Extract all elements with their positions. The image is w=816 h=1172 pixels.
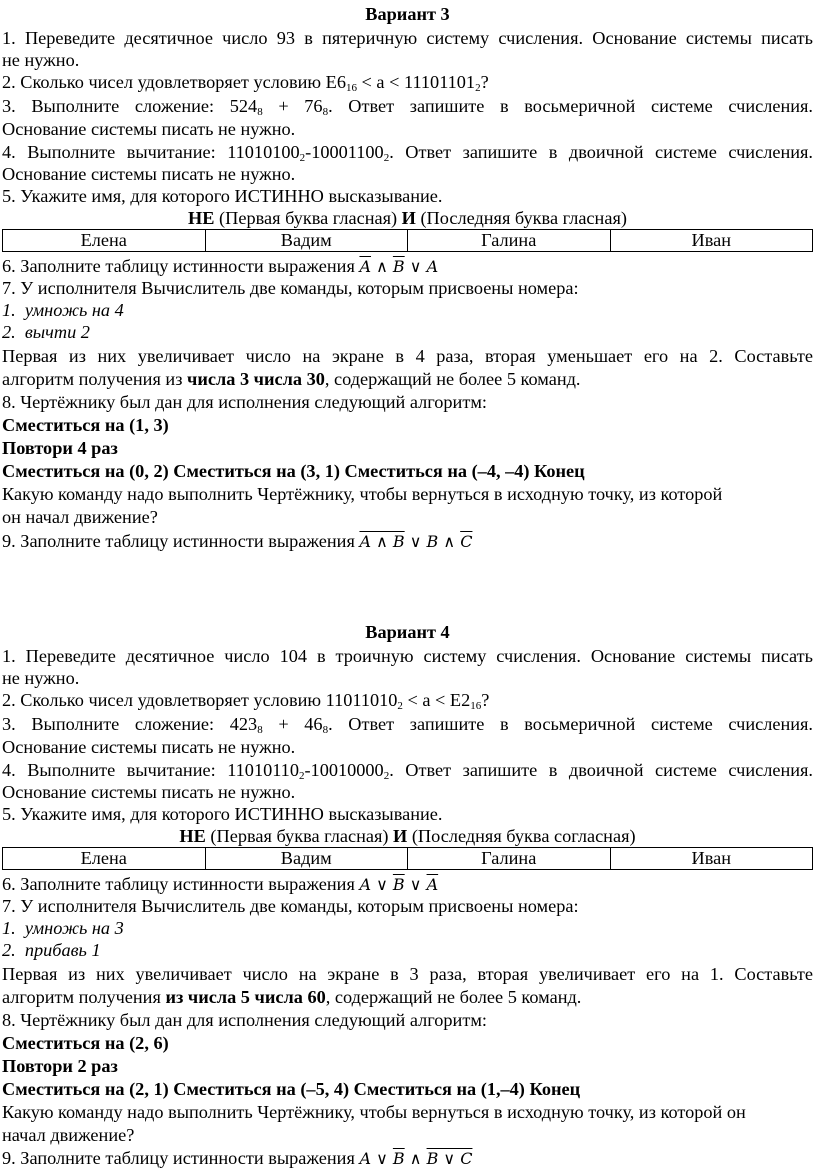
v3-algorithm-3: Сместиться на (0, 2) Сместиться на (3, 1) Сместиться на (–4, –4) Конец xyxy=(2,461,585,481)
v4-names-table xyxy=(2,847,813,870)
v4-question-9: 9. Заполните таблицу истинности выражения A ∨ $\overline{B}$ ∧ B ∨ C xyxy=(2,1148,473,1168)
v3-command-2: 2. вычти 2 xyxy=(2,322,90,342)
v4-question-6: 6. Заполните таблицу истинности выражения A ∨ $\overline{B}$ ∨ $\overline{A}$ xyxy=(2,874,439,894)
table-cell: Иван xyxy=(610,230,813,252)
v4-algorithm-2: Повтори 2 раз xyxy=(2,1056,118,1076)
v3-statement: НЕ (Первая буква гласная) И (Последняя буква гласная) xyxy=(188,208,627,228)
variant-4-title: Вариант 4 xyxy=(365,622,450,642)
table-cell: Галина xyxy=(408,848,611,870)
v3-ask-cont: он начал движение? xyxy=(2,507,158,527)
v4-statement: НЕ (Первая буква гласная) И (Последняя буква согласная) xyxy=(179,826,636,846)
v3-question-4-cont: Основание системы писать не нужно. xyxy=(2,164,296,184)
v3-question-3-cont: Основание системы писать не нужно. xyxy=(2,119,296,139)
v3-question-6: 6. Заполните таблицу истинности выражения $\overline{A}$ ∧ $\overline{B}$ ∨ A xyxy=(2,256,439,276)
v4-algorithm-3: Сместиться на (2, 1) Сместиться на (–5, 4) Сместиться на (1,–4) Конец xyxy=(2,1079,581,1099)
v3-question-1-cont: не нужно. xyxy=(2,50,80,70)
table-cell: Вадим xyxy=(205,230,408,252)
table-cell: Елена xyxy=(3,848,206,870)
v3-question-2: 2. Сколько чисел удовлетворяет условию $E6_{16} < a < 11101101_2$? xyxy=(2,72,489,94)
v3-paragraph: Первая из них увеличивает число на экране в 4 раза, вторая уменьшает его на 2. Составьте xyxy=(2,346,813,366)
v3-names-table xyxy=(2,229,813,252)
table-cell: Иван xyxy=(610,848,813,870)
table-cell: Вадим xyxy=(205,848,408,870)
v4-question-5: 5. Укажите имя, для которого ИСТИННО высказывание. xyxy=(2,804,443,824)
v4-question-1: 1. Переведите десятичное число 104 в троичную систему счисления. Основание системы писать xyxy=(2,646,813,666)
v4-paragraph-cont: алгоритм получения из числа 5 числа 60, содержащий не более 5 команд. xyxy=(2,987,582,1007)
v3-question-3: 3. Выполните сложение: $524_8 + 76_8$. Ответ запишите в восьмеричной системе счисления. xyxy=(2,96,814,118)
v4-ask-cont: начал движение? xyxy=(2,1125,135,1145)
v4-algorithm-1: Сместиться на (2, 6) xyxy=(2,1033,169,1053)
v4-question-4-cont: Основание системы писать не нужно. xyxy=(2,782,296,802)
v3-question-9: 9. Заполните таблицу истинности выражения A ∧ B ∨ B ∧ $\overline{C}$ xyxy=(2,531,473,551)
v4-question-3-cont: Основание системы писать не нужно. xyxy=(2,737,296,757)
v4-question-4: 4. Выполните вычитание: $11010110_2-10010000_2$. Ответ запишите в двоичной системе счисления. xyxy=(2,760,813,782)
v3-question-8: 8. Чертёжнику был дан для исполнения следующий алгоритм: xyxy=(2,392,487,412)
v3-question-1: 1. Переведите десятичное число 93 в пятеричную систему счисления. Основание системы писать xyxy=(2,28,813,48)
variant-3-title: Вариант 3 xyxy=(365,4,450,24)
v3-question-7: 7. У исполнителя Вычислитель две команды, которым присвоены номера: xyxy=(2,278,579,298)
v4-question-1-cont: не нужно. xyxy=(2,668,80,688)
v3-question-5: 5. Укажите имя, для которого ИСТИННО высказывание. xyxy=(2,186,443,206)
v4-question-3: 3. Выполните сложение: $423_8 + 46_8$. Ответ запишите в восьмеричной системе счисления. xyxy=(2,714,814,736)
v3-ask: Какую команду надо выполнить Чертёжнику, чтобы вернуться в исходную точку, из которой xyxy=(2,484,723,504)
v3-command-1: 1. умножь на 4 xyxy=(2,300,124,320)
table-cell: Галина xyxy=(408,230,611,252)
v3-algorithm-1: Сместиться на (1, 3) xyxy=(2,415,169,435)
v4-command-1: 1. умножь на 3 xyxy=(2,918,124,938)
v4-ask: Какую команду надо выполнить Чертёжнику, чтобы вернуться в исходную точку, из которой он xyxy=(2,1102,746,1122)
v3-algorithm-2: Повтори 4 раз xyxy=(2,438,118,458)
v4-paragraph: Первая из них увеличивает число на экране в 3 раза, вторая увеличивает его на 1. Составьте xyxy=(2,964,813,984)
v4-question-7: 7. У исполнителя Вычислитель две команды, которым присвоены номера: xyxy=(2,896,579,916)
table-cell: Елена xyxy=(3,230,206,252)
v4-command-2: 2. прибавь 1 xyxy=(2,940,101,960)
v3-paragraph-cont: алгоритм получения из числа 3 числа 30, содержащий не более 5 команд. xyxy=(2,369,581,389)
v4-question-2: 2. Сколько чисел удовлетворяет условию $11011010_2 < a < E2_{16}$? xyxy=(2,690,490,712)
v3-question-4: 4. Выполните вычитание: $11010100_2-10001100_2$. Ответ запишите в двоичной системе счисления. xyxy=(2,142,813,164)
v4-question-8: 8. Чертёжнику был дан для исполнения следующий алгоритм: xyxy=(2,1010,487,1030)
